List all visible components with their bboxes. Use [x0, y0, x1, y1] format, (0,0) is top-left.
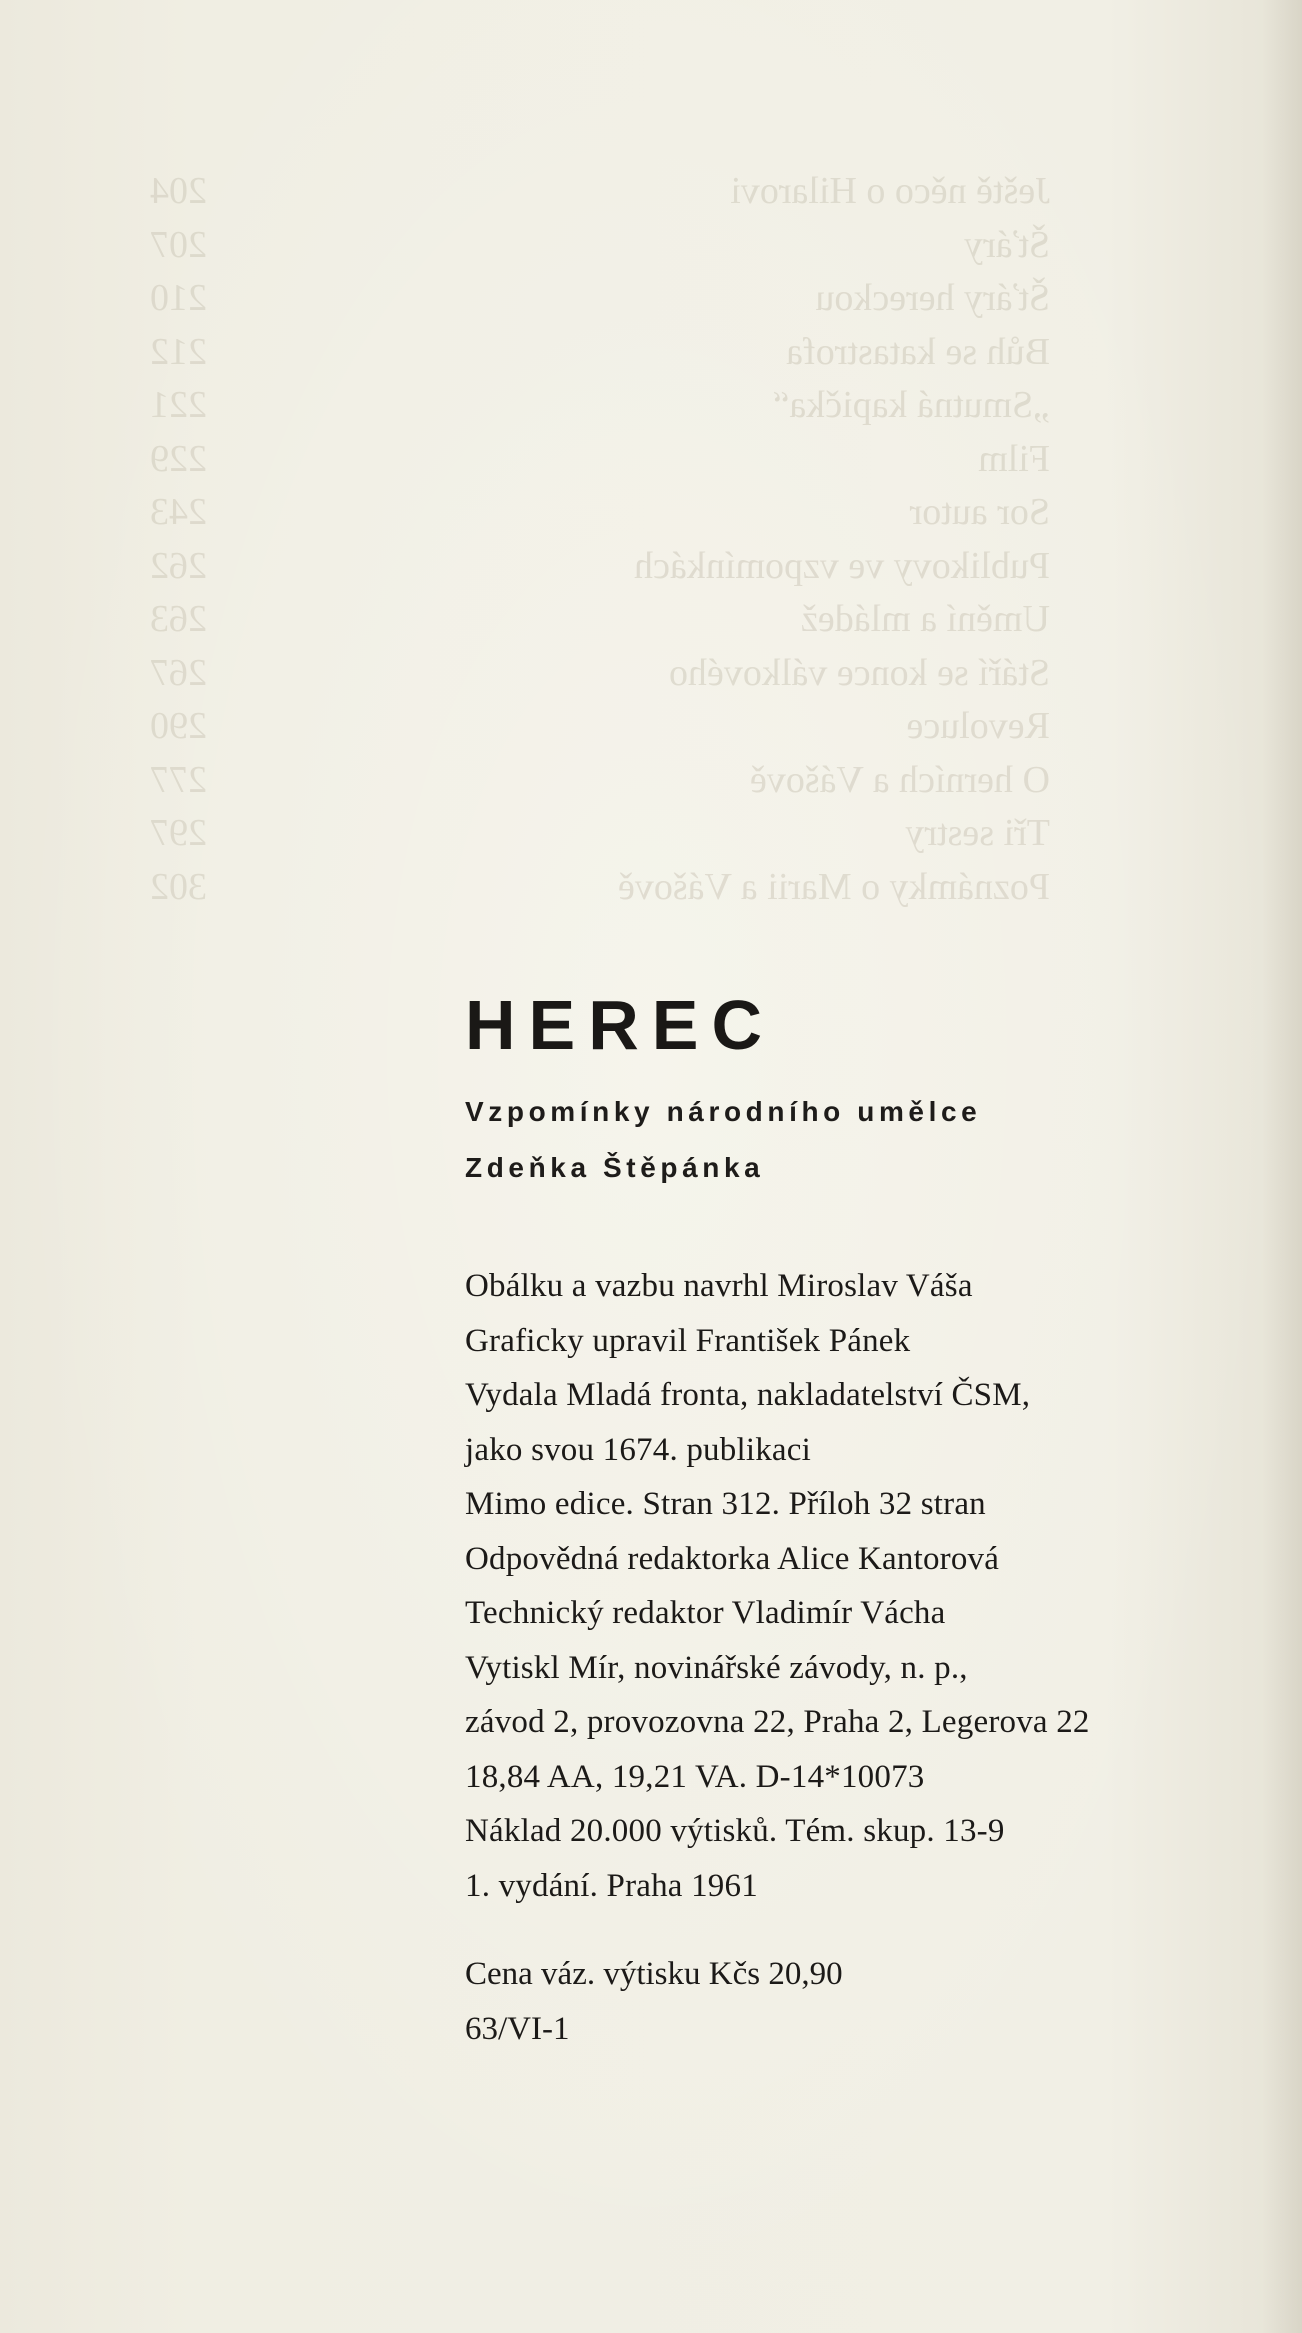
bleed-toc-page: 210 — [150, 277, 207, 319]
bleed-toc-title: Bůh se katastrofa — [786, 330, 1050, 373]
bleed-toc-row — [150, 272, 1050, 326]
imprint-line: Vydala Mladá fronta, nakladatelství ČSM, — [465, 1377, 1031, 1413]
bleed-toc-page: 302 — [150, 865, 207, 908]
bleed-toc-title: O herních a Vášově — [749, 758, 1050, 801]
bleed-toc-row — [150, 861, 1050, 915]
bleed-toc-row — [150, 433, 1050, 487]
bleed-toc-title: Sor autor — [909, 491, 1050, 533]
imprint-line: 18,84 AA, 19,21 VA. D-14*10073 — [465, 1758, 925, 1795]
bleed-toc-page: 204 — [150, 170, 207, 212]
imprint-line: Graficky upravil František Pánek — [465, 1322, 911, 1359]
bleed-toc-row — [150, 593, 1050, 647]
bleed-toc-title: Šťáry hereckou — [815, 277, 1050, 319]
imprint-block — [465, 1259, 1090, 1913]
bleed-toc-title: „Smutná kapička“ — [772, 384, 1050, 426]
page-edge-shadow — [1262, 0, 1302, 2333]
bleed-toc-title: Ještě něco o Hilarovi — [730, 170, 1050, 212]
bleed-toc-page: 229 — [150, 437, 207, 480]
bleed-toc-title: Tři sestry — [905, 812, 1050, 854]
bleed-toc-title: Film — [978, 437, 1050, 480]
imprint-line: Mimo edice. Stran 312. Příloh 32 stran — [465, 1486, 986, 1522]
bleed-toc-title: Poznámky o Marii a Vášově — [618, 865, 1050, 908]
imprint-line: jako svou 1674. publikaci — [465, 1431, 811, 1468]
imprint-line: Odpovědná redaktorka Alice Kantorová — [465, 1540, 1000, 1577]
bleed-toc-page: 297 — [150, 812, 207, 854]
bleed-toc-title: Šťáry — [964, 223, 1050, 266]
book-subtitle-line-1: Vzpomínky národního umělce — [465, 1096, 982, 1127]
bleed-through-toc — [150, 165, 1050, 914]
price-block — [465, 1947, 843, 2056]
bleed-toc-page: 263 — [150, 598, 207, 640]
price-line: Cena váz. výtisku Kčs 20,90 — [465, 1956, 843, 1992]
bleed-toc-row — [150, 540, 1050, 594]
bleed-toc-page: 262 — [150, 544, 207, 587]
bleed-toc-page: 221 — [150, 384, 207, 426]
imprint-line: Vytiskl Mír, novinářské závody, n. p., — [465, 1649, 968, 1686]
bleed-toc-page: 207 — [150, 223, 207, 266]
bleed-toc-title: Revoluce — [906, 705, 1050, 747]
bleed-toc-row — [150, 165, 1050, 219]
bleed-toc-row — [150, 486, 1050, 540]
bleed-toc-title: Stáří se konce válkového — [669, 651, 1050, 694]
bleed-toc-row — [150, 326, 1050, 380]
imprint-line: Technický redaktor Vladimír Vácha — [465, 1595, 946, 1631]
bleed-toc-page: 212 — [150, 330, 207, 373]
imprint-line: 1. vydání. Praha 1961 — [465, 1867, 758, 1904]
bleed-toc-row — [150, 219, 1050, 273]
bleed-toc-title: Publikovy ve vzpomínkách — [634, 544, 1050, 587]
bleed-toc-title: Umění a mládež — [800, 598, 1050, 640]
imprint-line: Obálku a vazbu navrhl Miroslav Váša — [465, 1268, 973, 1304]
book-subtitle-line-2: Zdeňka Štěpánka — [465, 1152, 765, 1183]
bleed-toc-row — [150, 700, 1050, 754]
bleed-toc-page: 277 — [150, 758, 207, 801]
bleed-toc-page: 267 — [150, 651, 207, 694]
catalog-code: 63/VI-1 — [465, 2010, 570, 2047]
bleed-toc-row — [150, 379, 1050, 433]
book-title: HEREC — [465, 986, 776, 1064]
bleed-toc-row — [150, 647, 1050, 701]
imprint-line: Náklad 20.000 výtisků. Tém. skup. 13-9 — [465, 1813, 1005, 1849]
bleed-toc-page: 290 — [150, 705, 207, 747]
bleed-toc-page: 243 — [150, 491, 207, 533]
imprint-line: závod 2, provozovna 22, Praha 2, Legerova 22 — [465, 1704, 1090, 1740]
bleed-toc-row — [150, 807, 1050, 861]
bleed-toc-row — [150, 754, 1050, 808]
